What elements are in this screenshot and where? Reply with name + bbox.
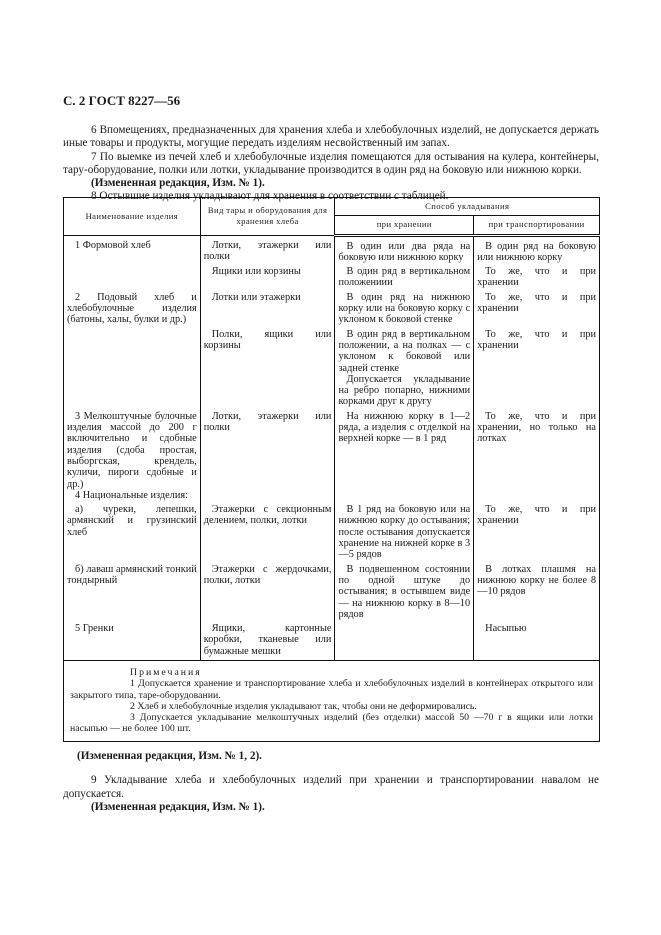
cell-storage xyxy=(335,329,474,411)
cell-text: В один ряд в вертикальном положениии xyxy=(338,266,471,289)
note-3: 3 Допускается укладывание мелкоштучных изделий (без отделки) массой 50 —70 г в ящики или лотки насыпью — не более 100 шт. xyxy=(70,712,593,735)
cell-container xyxy=(200,564,335,623)
cell-text: В один ряд в вертикальном положении, а на полках — с уклоном к боковой или задней стенке xyxy=(338,328,471,374)
cell-text: 3 Мелкоштучные булочные изделия массой до 200 г включительно и сдобные изделия (сдоба простая, выборгская, крендель, куличи, пироги сдобные и др.) xyxy=(67,410,197,490)
cell-name xyxy=(64,266,201,292)
header-method: Способ укладывания xyxy=(335,198,600,216)
cell-container xyxy=(200,292,335,329)
header-container: Вид тары и оборудования для хранения хлеба xyxy=(200,198,335,236)
page-header: С. 2 ГОСТ 8227—56 xyxy=(63,93,181,108)
cell-name xyxy=(64,564,201,623)
note-2: 2 Хлеб и хлебобулочные изделия укладывают так, чтобы они не деформировались. xyxy=(130,700,477,712)
paragraph-9: 9 Укладывание хлеба и хлебобулочных изделий при хранении и транспортировании навалом не допускается. xyxy=(63,774,599,800)
cell-container xyxy=(200,329,335,411)
cell-text: То же, что и при хранении xyxy=(477,266,596,289)
paragraph-7: 7 По выемке из печей хлеб и хлебобулочные изделия помещаются для остывания на кулера, контейнеры, тару-оборудование, полки или лотки, укладывание производится в один ряд на боковую или нижнюю корки. xyxy=(63,150,599,176)
cell-storage xyxy=(335,411,474,504)
cell-text: То же, что и при хранении xyxy=(477,291,596,315)
cell-storage xyxy=(335,292,474,329)
cell-text: Ящики или корзины xyxy=(211,266,301,278)
cell-container xyxy=(200,235,335,266)
cell-text: Ящики, картонные коробки, тканевые или бумажные мешки xyxy=(203,623,332,657)
amendment-note-3: (Измененная редакция, Изм. № 1). xyxy=(91,800,265,813)
cell-text: 2 Подовый хлеб и хлебобулочные изделия (батоны, халы, булки и др.) xyxy=(67,291,197,326)
amendment-note: (Измененная редакция, Изм. № 1). xyxy=(91,177,265,190)
table-row xyxy=(64,564,600,623)
paragraph-6: 6 Впомещениях, предназначенных для хранения хлеба и хлебобулочных изделий, не допускается держать иные товары и продукты, могущие передать изделиям несвойственный им запах. xyxy=(63,124,599,150)
cell-container xyxy=(200,411,335,504)
cell-text: Этажерки с жердочками, полки, лотки xyxy=(203,563,332,586)
cell-transport xyxy=(474,504,600,563)
table-row xyxy=(64,504,600,563)
cell-text: 1 Формовой хлеб xyxy=(75,239,151,251)
amendment-note-2: (Измененная редакция, Изм. № 1, 2). xyxy=(77,750,262,762)
cell-transport xyxy=(474,266,600,292)
cell-container xyxy=(200,504,335,563)
notes-title: Примечания xyxy=(130,666,202,678)
paragraph-8: 8 Остывшие изделия укладывают для хранения в соответствии с таблицей. xyxy=(91,190,449,203)
closing-text xyxy=(63,750,599,814)
cell-text: Лотки или этажерки xyxy=(211,291,301,303)
cell-text: Полки, ящики или корзины xyxy=(203,328,332,351)
cell-text: 5 Гренки xyxy=(75,623,114,635)
cell-transport xyxy=(474,564,600,623)
cell-text: В один ряд на нижнюю корку или на боковую корку с уклоном к боковой стенке xyxy=(338,291,471,326)
cell-storage xyxy=(335,235,474,266)
cell-text: В один или два ряда на боковую или нижнюю корку xyxy=(338,240,471,263)
cell-text: В 1 ряд на боковую или на нижнюю корку до остывания; после остывания допускается хранение на нижней корке в 3—5 рядов xyxy=(338,504,471,561)
cell-transport xyxy=(474,329,600,411)
cell-storage xyxy=(335,266,474,292)
cell-name xyxy=(64,504,201,563)
cell-text: 4 Национальные изделия: xyxy=(75,489,188,501)
cell-container xyxy=(200,623,335,660)
header-name: Наименование изделия xyxy=(64,198,201,236)
cell-name xyxy=(64,623,201,660)
cell-text: а) чуреки, лепешки, армянский и грузинский хлеб xyxy=(67,504,197,538)
table-row xyxy=(64,292,600,329)
cell-text: Лотки, этажерки или полки xyxy=(203,410,332,434)
cell-storage xyxy=(335,623,474,660)
cell-text: В лотках плашмя на нижнюю корку не более 8—10 рядов xyxy=(477,563,596,598)
intro-text xyxy=(63,124,599,204)
cell-name xyxy=(64,292,201,329)
note-1: 1 Допускается хранение и транспортирование хлеба и хлебобулочных изделий в контейнерах открытого или закрытого типа, таре-оборудовании. xyxy=(70,678,593,701)
cell-name xyxy=(64,411,201,504)
cell-transport xyxy=(474,292,600,329)
header-storage: при хранении xyxy=(335,216,474,235)
cell-transport xyxy=(474,411,600,504)
cell-transport xyxy=(474,235,600,266)
cell-storage xyxy=(335,504,474,563)
table-row xyxy=(64,329,600,411)
cell-text: То же, что и при хранении xyxy=(477,504,596,527)
table-row xyxy=(64,411,600,504)
cell-text: То же, что и при хранении xyxy=(477,328,596,351)
cell-container xyxy=(200,266,335,292)
cell-transport xyxy=(474,623,600,660)
cell-text: Этажерки с секционным делением, полки, лотки xyxy=(203,504,332,527)
cell-text: Лотки, этажерки или полки xyxy=(203,239,332,262)
cell-text: То же, что и при хранении, но только на лотках xyxy=(477,410,596,445)
cell-text: Насыпью xyxy=(485,623,527,635)
cell-text: Допускается укладывание на ребро попарно, нижними корками друг к другу xyxy=(338,373,471,408)
cell-text: В подвешенном состоянии по одной штуке до остывания; в остывшем виде — на нижнюю корку в 8—10 рядов xyxy=(338,563,471,620)
cell-name xyxy=(64,329,201,411)
cell-name xyxy=(64,235,201,266)
header-transport: при транспортировании xyxy=(474,216,600,235)
cell-text: На нижнюю корку в 1—2 ряда, а изделия с отделкой на верхней корке — в 1 ряд xyxy=(338,410,471,445)
cell-text: б) лаваш армянский тонкий тондырный xyxy=(67,563,197,586)
table-row xyxy=(64,235,600,266)
cell-storage xyxy=(335,564,474,623)
table-row xyxy=(64,266,600,292)
storage-table xyxy=(63,197,600,742)
table-notes xyxy=(64,660,600,741)
table-row xyxy=(64,623,600,660)
cell-text: В один ряд на боковую или нижнюю корку xyxy=(477,240,596,263)
